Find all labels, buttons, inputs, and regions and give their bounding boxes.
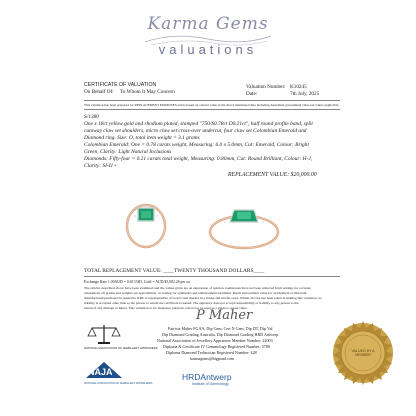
brand-subtitle: valuations [158, 42, 258, 57]
signatory-name: Patricia Maher FGAA, Dip Gem, Cert N Gem, Dip DT, Dip Val [168, 326, 273, 331]
valuation-number-label: Valuation Number: [246, 84, 286, 90]
divider [84, 100, 340, 101]
diamond-line: Clarity: SI-I1+ [84, 163, 117, 169]
naja-logo [84, 360, 153, 390]
seal-text: VALUED BY A MEMBER [351, 349, 375, 357]
signatory-credentials: Diploma Diamond Technician Registered Number: 428 [166, 350, 257, 355]
signatory-email: karmagems@bigpond.com [190, 356, 235, 361]
hrd-antwerp-logo [182, 372, 252, 388]
signatory-credentials: National Association of Jewellery Appraisers Member Number: 22003 [157, 338, 273, 343]
date-value: 7th July, 2025 [290, 91, 320, 97]
disclaimer-line: extent of any damage or injury. This valuation is for insurance purposes and not to be used as a guide to resale value. [84, 306, 248, 310]
emerald-line: Green, Clarity: Light Natural Inclusions [84, 149, 172, 155]
naja-short: NAJA [88, 367, 113, 377]
signatory-credentials: Dip Diamond Grading Australia, Dip Diamond Grading HRD Antwerp [162, 332, 279, 337]
naja-caption: NATIONAL ASSOCIATION OF JEWELLERY APPRAISERS [84, 346, 158, 350]
purpose-note: This valuation has been prepared for REPLACEMENT PURPOSES and is based on current value at the above mentioned date including Australian government value tax where applicable [84, 103, 339, 107]
date-label: Date: [246, 91, 258, 97]
disclaimer-line: assessment; all grades and weights are approximate; no testing for synthetics and enhancement treatment. Retail replacement value for an identical or like item [84, 291, 307, 295]
on-behalf-label: On Behalf Of: [84, 89, 114, 95]
hrd-name: HRDAntwerp [182, 372, 232, 382]
brand-script: Karma Gems [147, 14, 269, 34]
item-description-line: cutaway claw set shoulders, micro claw set cross-over undercut, four claw set Colombian Emerald and [84, 128, 307, 134]
gold-seal [330, 320, 396, 386]
divider [84, 109, 340, 110]
disclaimer-line: liability is accepted other than to the person to whom the certificate is issued. The signatory does not accept responsibility or liability to any person to the [84, 301, 299, 305]
item-description-line: One x 18ct yellow gold and rhodium plated, stamped "750/S0.78ct D0.21ct", half round profile band, split [84, 121, 313, 127]
certificate-title: CERTIFICATE OF VALUATION [84, 82, 157, 88]
diamond-line: Diamonds: Fifty-four = 0.21 carats total weight, Measuring: 0.80mm, Cut: Round Brilliant, Colour: H-J, [84, 156, 313, 162]
valuation-number-value: K10245 [290, 84, 307, 90]
disclaimer-line: manufactured/purchased in Australia. RRV is representative of Gold Coast market in a bricks and mortar store. Whilst all care has been taken in making this valuation, no [84, 296, 322, 300]
ring-photo [94, 196, 322, 264]
signatory-credentials: Diploma & Certificate IV Gemmology Registered Number: 5780 [163, 344, 270, 349]
scales-icon [84, 322, 124, 346]
hrd-subtitle: Institute of Gemmology [192, 382, 229, 386]
naja-scales-logo [84, 322, 158, 352]
naja-subtitle: NATIONAL ASSOCIATION OF JEWELLERY APPRAISERS [84, 382, 153, 385]
exchange-rate: Exchange Rate 1.00AUD = 0.65 USD, Gold = AUD $5,082.26 per oz [84, 280, 190, 284]
item-description-line: Diamond ring. Size: O, total item weight = 3.1 grams [84, 135, 200, 141]
brand-logo [125, 14, 291, 70]
divider [84, 276, 340, 277]
on-behalf-value: To Whom It May Concern [120, 89, 175, 95]
signature: P Maher [196, 308, 253, 323]
item-code: S/1380 [84, 114, 99, 120]
disclaimer-line: The articles described above have been examined and the values given are an expression of opinion. Gemstones have not been removed from settings for accurate [84, 286, 311, 290]
replacement-value: REPLACEMENT VALUE: $20,000.00 [228, 172, 317, 178]
total-replacement-value: TOTAL REPLACEMENT VALUE: ____TWENTY THOUSAND DOLLARS____ [84, 268, 265, 274]
ring-image-icon [94, 196, 322, 264]
emerald-line: Colombian Emerald: One = 0.78 carats weight, Measuring: 6.0 x 5.0mm, Cut: Emerald, Colour: Bright [84, 142, 309, 148]
